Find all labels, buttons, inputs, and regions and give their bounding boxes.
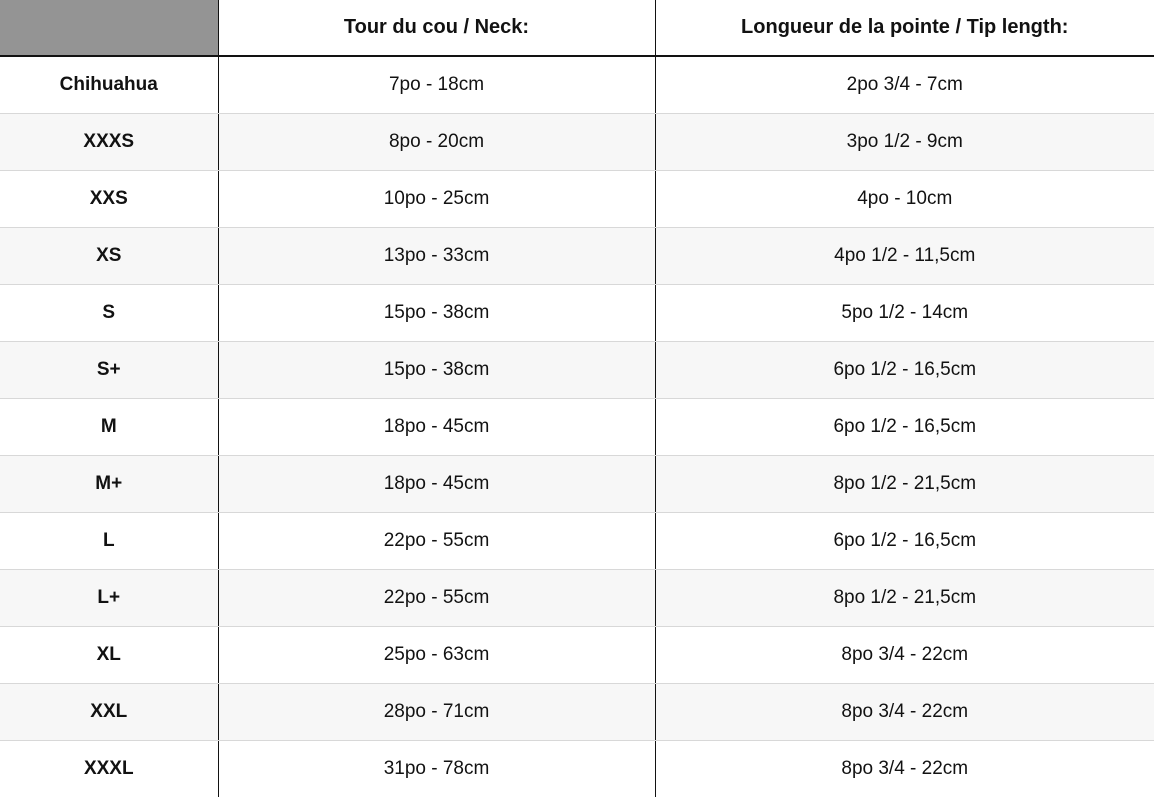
table-row: [0, 113, 1154, 170]
cell-size: XXXS: [0, 113, 218, 170]
header-tip-length: Longueur de la pointe / Tip length:: [655, 0, 1154, 56]
cell-neck: 18po - 45cm: [218, 455, 655, 512]
cell-size: M: [0, 398, 218, 455]
table-row: [0, 569, 1154, 626]
table-row: [0, 170, 1154, 227]
cell-tip: 8po 1/2 - 21,5cm: [655, 455, 1154, 512]
cell-tip: 8po 3/4 - 22cm: [655, 626, 1154, 683]
header-neck: Tour du cou / Neck:: [218, 0, 655, 56]
cell-neck: 31po - 78cm: [218, 740, 655, 797]
cell-tip: 2po 3/4 - 7cm: [655, 56, 1154, 113]
cell-size: S+: [0, 341, 218, 398]
cell-tip: 5po 1/2 - 14cm: [655, 284, 1154, 341]
cell-tip: 8po 3/4 - 22cm: [655, 740, 1154, 797]
cell-size: M+: [0, 455, 218, 512]
cell-neck: 15po - 38cm: [218, 341, 655, 398]
cell-tip: 8po 3/4 - 22cm: [655, 683, 1154, 740]
cell-tip: 3po 1/2 - 9cm: [655, 113, 1154, 170]
table-row: [0, 512, 1154, 569]
table-row: [0, 398, 1154, 455]
cell-size: XXS: [0, 170, 218, 227]
cell-neck: 7po - 18cm: [218, 56, 655, 113]
cell-tip: 6po 1/2 - 16,5cm: [655, 341, 1154, 398]
table-row: [0, 683, 1154, 740]
header-corner-cell: [0, 0, 218, 56]
cell-neck: 28po - 71cm: [218, 683, 655, 740]
cell-neck: 18po - 45cm: [218, 398, 655, 455]
cell-neck: 10po - 25cm: [218, 170, 655, 227]
table-row: [0, 455, 1154, 512]
cell-size: L: [0, 512, 218, 569]
cell-tip: 6po 1/2 - 16,5cm: [655, 398, 1154, 455]
cell-tip: 4po 1/2 - 11,5cm: [655, 227, 1154, 284]
table-row: [0, 227, 1154, 284]
cell-size: S: [0, 284, 218, 341]
cell-size: XS: [0, 227, 218, 284]
table-header-row: [0, 0, 1154, 56]
cell-neck: 25po - 63cm: [218, 626, 655, 683]
cell-neck: 8po - 20cm: [218, 113, 655, 170]
cell-size: Chihuahua: [0, 56, 218, 113]
cell-tip: 8po 1/2 - 21,5cm: [655, 569, 1154, 626]
table-body: [0, 56, 1154, 797]
table-row: [0, 284, 1154, 341]
cell-size: L+: [0, 569, 218, 626]
table-row: [0, 341, 1154, 398]
table-row: [0, 740, 1154, 797]
cell-tip: 4po - 10cm: [655, 170, 1154, 227]
cell-size: XXL: [0, 683, 218, 740]
cell-neck: 22po - 55cm: [218, 512, 655, 569]
cell-size: XXXL: [0, 740, 218, 797]
table-row: [0, 626, 1154, 683]
cell-neck: 22po - 55cm: [218, 569, 655, 626]
cell-neck: 15po - 38cm: [218, 284, 655, 341]
cell-size: XL: [0, 626, 218, 683]
table-header: [0, 0, 1154, 56]
cell-tip: 6po 1/2 - 16,5cm: [655, 512, 1154, 569]
cell-neck: 13po - 33cm: [218, 227, 655, 284]
table-row: [0, 56, 1154, 113]
